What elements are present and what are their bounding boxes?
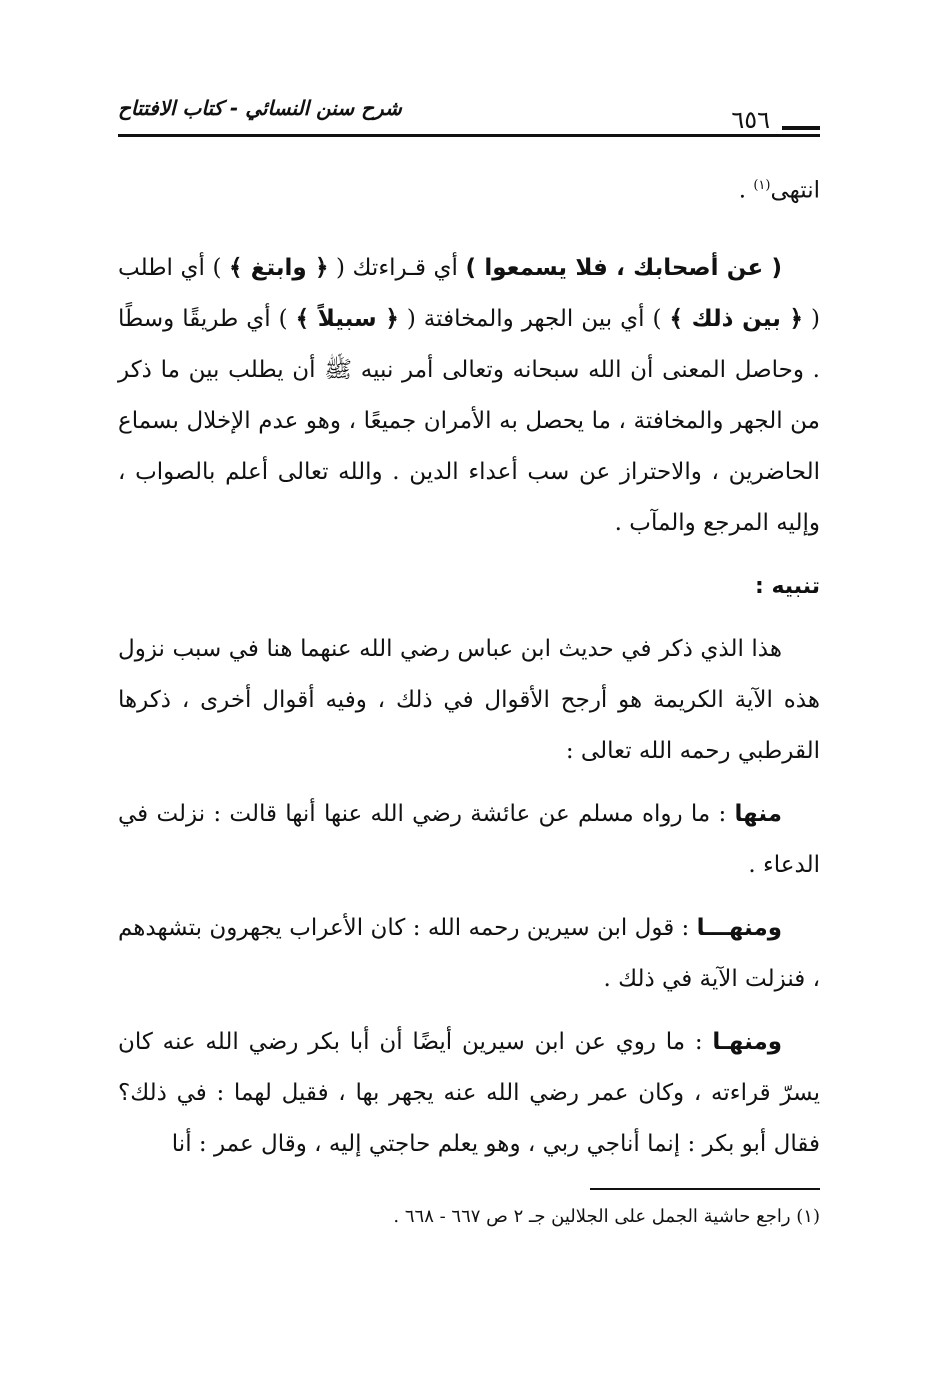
explanation-text: ) أي بين الجهر والمخافتة ( <box>398 305 670 332</box>
explanation-text: ) أي اطلب ( <box>118 254 821 332</box>
section-heading: تنبيه : <box>754 573 820 599</box>
paragraph-opinion-2 <box>118 903 820 1005</box>
explanation-text: ) أي طريقًا وسطًا . وحاصل المعنى أن الله سبحانه وتعالى أمر نبيه ﷺ أن يطلب بين ما ذكر من الجهر والمخافتة ، ما يحصل به الأمران جميعًا ، وهو عدم الإخلال بسماع الحاضرين ، والاحتراز عن سب أعداء الدين . والله تعالى أعلم بالصواب ، وإليه المرجع والمآب . <box>118 305 820 536</box>
header-rule <box>118 134 820 137</box>
intihaa-end: . <box>738 177 754 204</box>
running-title: شرح سنن النسائي - كتاب الافتتاح <box>118 96 402 120</box>
page-number-dash <box>782 126 820 130</box>
opinion-text: : ما روي عن ابن سيرين أيضًا أن أبا بكر رضي الله عنه كان يسرّ قراءته ، وكان عمر رضي الله عنه يجهر بها ، فقيل لهما : في ذلك؟ فقال أبو بكر : إنما أناجي ربي ، وهو يعلم حاجتي إليه ، وقال عمر : أنا <box>118 1028 820 1157</box>
paragraph-intihaa <box>118 160 820 217</box>
page-number: ٦٥٦ <box>731 106 770 134</box>
main-text <box>118 160 820 1170</box>
intihaa-text: انتهى <box>770 177 820 204</box>
paragraph-explanation <box>118 243 820 549</box>
opinion-text: : قول ابن سيرين رحمه الله : كان الأعراب يجهرون بتشهدهم ، فنزلت الآية في ذلك . <box>118 914 820 992</box>
opinion-label: ومنهـــا <box>696 914 782 941</box>
footnote: (١) راجع حاشية الجمل على الجلالين جـ ٢ ص ٦٦٧ - ٦٦٨ . <box>393 1206 820 1227</box>
opinion-label: ومنهـا <box>712 1028 782 1055</box>
opinion-label: منها <box>734 800 782 827</box>
quran-word: ﴿ وابتغ ﴾ <box>229 254 329 281</box>
paragraph-opinion-3 <box>118 1017 820 1170</box>
opinion-text: : ما رواه مسلم عن عائشة رضي الله عنها أنها قالت : نزلت في الدعاء . <box>118 800 820 878</box>
page-header <box>118 92 820 140</box>
quoted-phrase: ( عن أصحابك ، فلا يسمعوا ) <box>465 254 782 281</box>
paragraph-note: هذا الذي ذكر في حديث ابن عباس رضي الله عنهما هنا في سبب نزول هذه الآية الكريمة هو أرجح الأقوال في ذلك ، وفيه أقوال أخرى ، ذكرها القرطبي رحمه الله تعالى : <box>118 635 820 764</box>
quran-word: ﴿ سبيلاً ﴾ <box>295 305 399 332</box>
quran-word: ﴿ بين ذلك ﴾ <box>669 305 804 332</box>
footnote-separator <box>590 1188 820 1190</box>
explanation-text: أي قـراءتك ( <box>328 254 466 281</box>
footnote-ref: (١) <box>753 178 771 193</box>
paragraph-opinion-1 <box>118 789 820 891</box>
